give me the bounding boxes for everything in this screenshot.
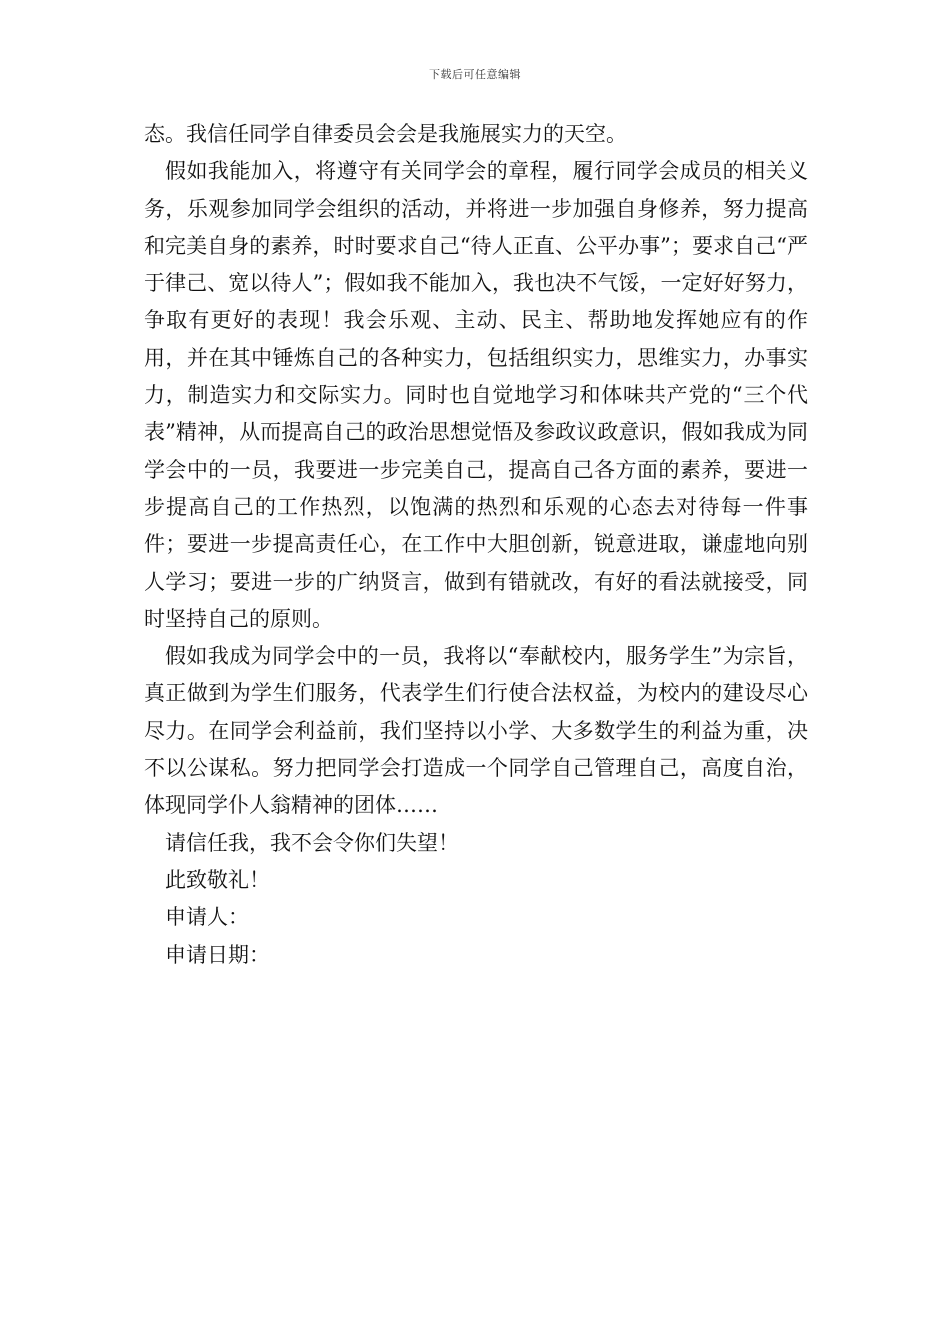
paragraph-commitment: 假如我能加入，将遵守有关同学会的章程，履行同学会成员的相关义务，乐观参加同学会组织的活动，并将进一步加强自身修养，努力提高和完美自身的素养，时时要求自己“待人正直、公平办事”；要求自己“严于律己、宽以待人”；假如我不能加入，我也决不气馁，一定好好努力，争取有更好的表现！我会乐观、主动、民主、帮助地发挥她应有的作用，并在其中锤炼自己的各种实力，包括组织实力，思维实力，办事实力，制造实力和交际实力。同时也自觉地学习和体味共产党的“三个代表”精神，从而提高自己的政治思想觉悟及参政议政意识，假如我成为同学会中的一员，我要进一步完美自己，提高自己各方面的素养，要进一步提高自己的工作热烈，以饱满的热烈和乐观的心态去对待每一件事件；要进一步提高责任心，在工作中大胆创新，锐意进取，谦虚地向别人学习；要进一步的广纳贤言，做到有错就改，有好的看法就接受，同时坚持自己的原则。 [144, 159, 808, 631]
applicant-label: 申请人： [165, 905, 249, 930]
closing-salute: 此致敬礼！ [165, 867, 270, 892]
paragraph-continuation: 态。我信任同学自律委员会会是我施展实力的天空。 [144, 122, 627, 146]
page-header: 下载后可任意编辑 [429, 68, 521, 81]
document-body [144, 116, 808, 974]
paragraph-purpose: 假如我成为同学会中的一员，我将以“奉献校内，服务学生”为宗旨，真正做到为学生们服务，代表学生们行使合法权益，为校内的建设尽心尽力。在同学会利益前，我们坚持以小学、大多数学生的利益为重，决不以公谋私。努力把同学会打造成一个同学自己管理自己，高度自治，体现同学仆人翁精神的团体…… [144, 644, 808, 818]
closing-trust-line: 请信任我，我不会令你们失望！ [165, 830, 459, 855]
application-date-label: 申请日期： [165, 942, 270, 967]
